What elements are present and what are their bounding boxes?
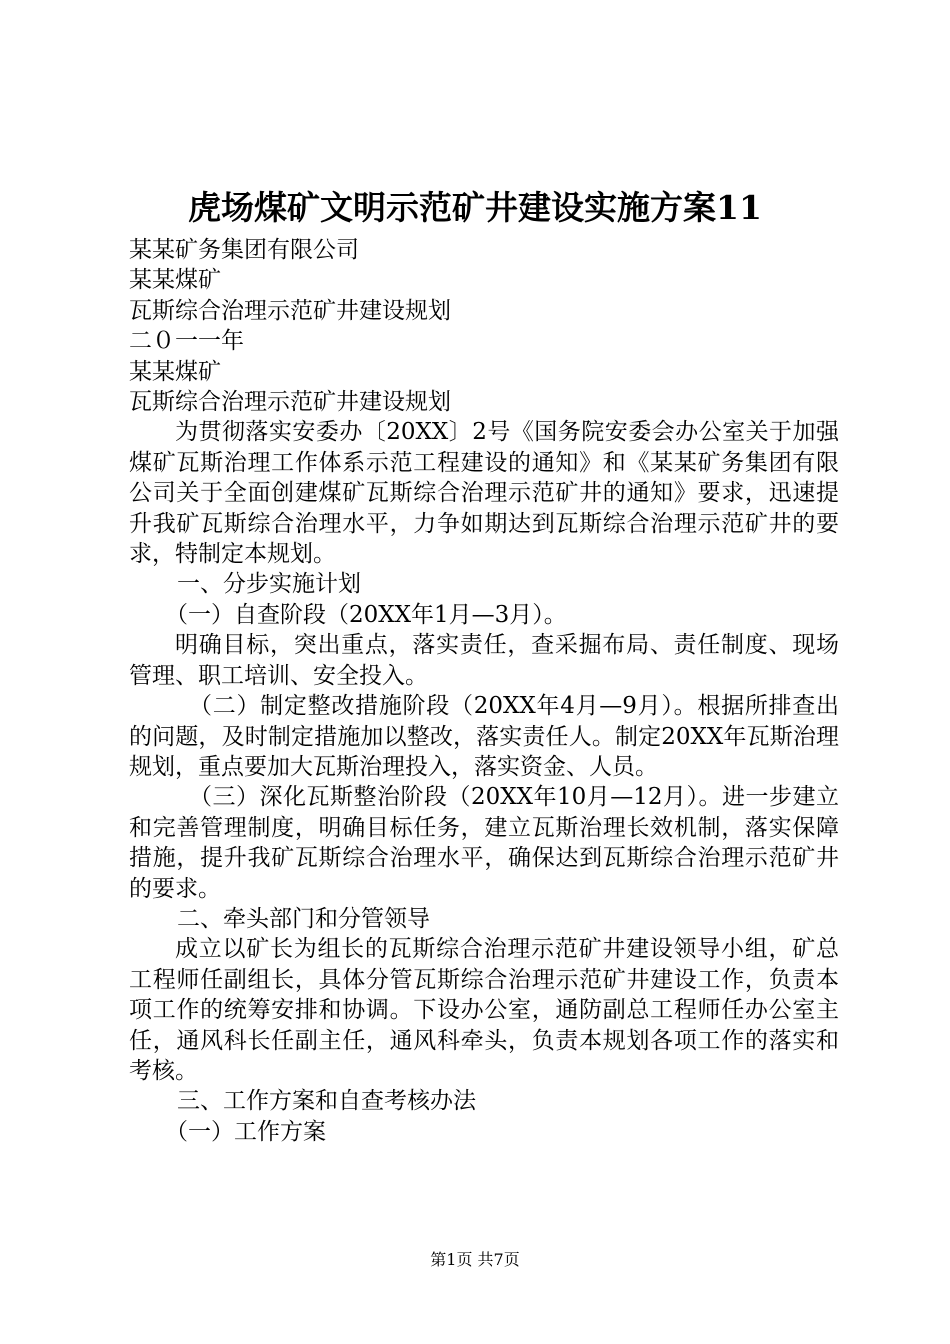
header-line-plan: 瓦斯综合治理示范矿井建设规划	[129, 297, 451, 324]
subsection-heading-3-1: （一）工作方案	[165, 1118, 326, 1145]
section-heading-3: 三、工作方案和自查考核办法	[177, 1088, 476, 1115]
paragraph-self-check: 明确目标，突出重点，落实责任，查采掘布局、责任制度、现场管理、职工培训、安全投入。	[129, 632, 839, 689]
document-title: 虎场煤矿文明示范矿井建设实施方案11	[188, 188, 762, 227]
document-body	[129, 235, 839, 1147]
paragraph-leadership: 成立以矿长为组长的瓦斯综合治理示范矿井建设领导小组，矿总工程师任副组长，具体分管瓦斯综合治理示范矿井建设工作，负责本项工作的统筹安排和协调。下设办公室，通防副总工程师任办公室主任，通风科长任副主任，通风科牵头，负责本规划各项工作的落实和考核。	[129, 936, 839, 1084]
header-line-mine: 某某煤矿	[129, 267, 221, 294]
paragraph-deepening: （三）深化瓦斯整治阶段（20XX年10月—12月）。进一步建立和完善管理制度，明确目标任务，建立瓦斯治理长效机制，落实保障措施，提升我矿瓦斯综合治理水平，确保达到瓦斯综合治理示范矿井的要求。	[129, 784, 839, 902]
subsection-heading-1-1: （一）自查阶段（20XX年1月—3月）。	[165, 601, 567, 628]
page-footer: 第1页 共7页	[430, 1250, 520, 1269]
header-line-plan-2: 瓦斯综合治理示范矿井建设规划	[129, 389, 451, 416]
paragraph-rectification: （二）制定整改措施阶段（20XX年4月—9月）。根据所排查出的问题，及时制定措施加以整改，落实责任人。制定20XX年瓦斯治理规划，重点要加大瓦斯治理投入，落实资金、人员。	[129, 693, 839, 780]
section-heading-1: 一、分步实施计划	[177, 571, 361, 598]
header-line-year: 二０一一年	[129, 328, 244, 355]
header-line-company: 某某矿务集团有限公司	[129, 237, 359, 263]
paragraph-intro: 为贯彻落实安委办〔20XX〕2号《国务院安委会办公室关于加强煤矿瓦斯治理工作体系示范工程建设的通知》和《某某矿务集团有限公司关于全面创建煤矿瓦斯综合治理示范矿井的通知》要求，迅速提升我矿瓦斯综合治理水平，力争如期达到瓦斯综合治理示范矿井的要求，特制定本规划。	[129, 419, 839, 568]
section-heading-2: 二、牵头部门和分管领导	[177, 905, 430, 932]
header-line-mine-2: 某某煤矿	[129, 358, 221, 385]
